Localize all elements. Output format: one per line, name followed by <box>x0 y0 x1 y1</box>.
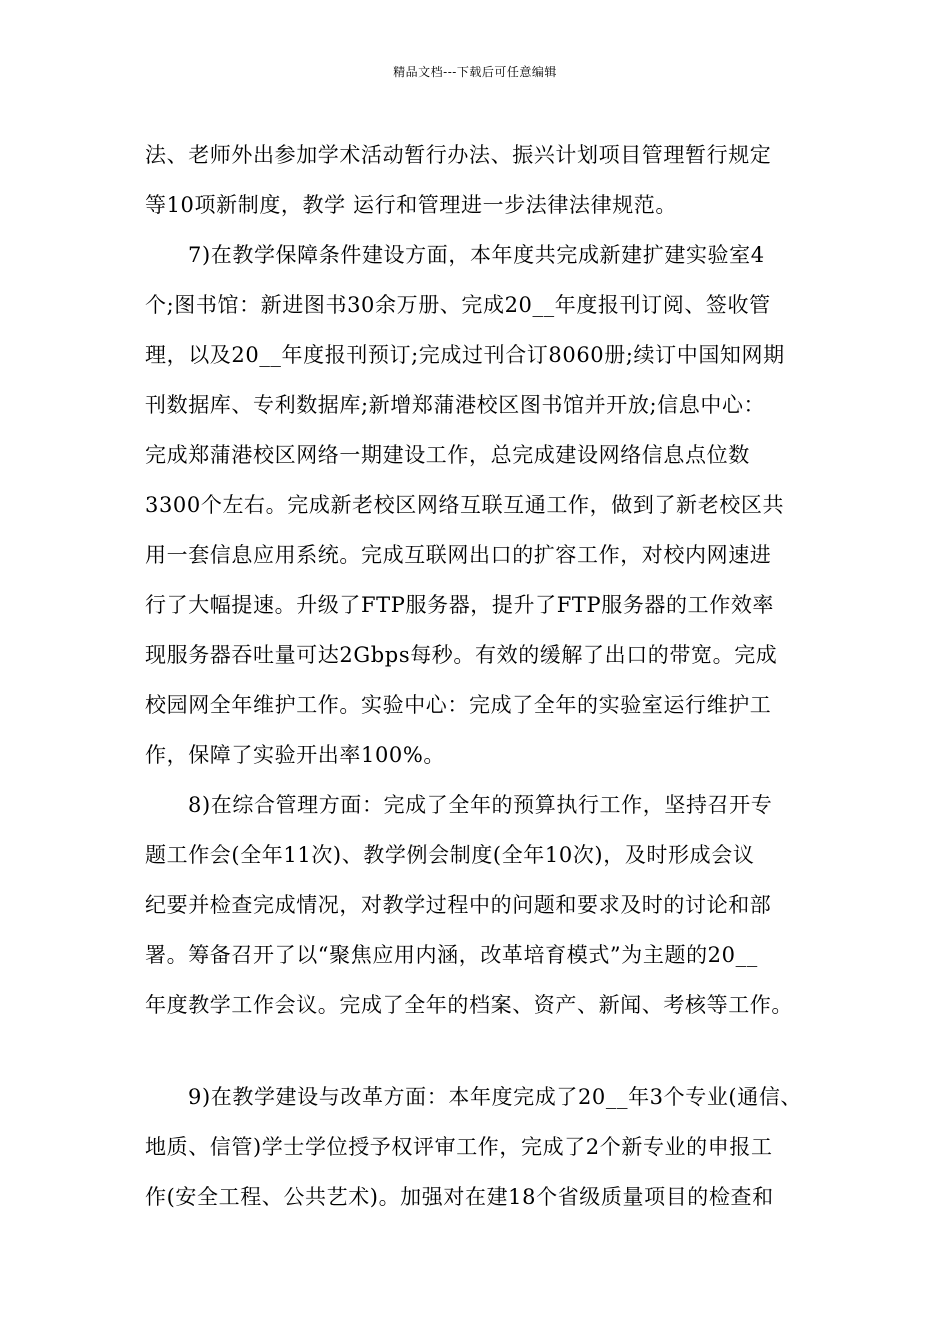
text-line: 地质、信管)学士学位授予权评审工作，完成了2个新专业的申报工 <box>145 1135 773 1159</box>
text-line: 作，保障了实验开出率100%。 <box>145 743 446 767</box>
text-line: 校园网全年维护工作。实验中心：完成了全年的实验室运行维护工 <box>145 693 772 717</box>
text-line: 理，以及20__年度报刊预订;完成过刊合订8060册;续订中国知网期 <box>145 343 785 367</box>
text-line: 3300个左右。完成新老校区网络互联互通工作，做到了新老校区共 <box>145 493 785 517</box>
text-line: 完成郑蒲港校区网络一期建设工作，总完成建设网络信息点位数 <box>145 443 750 467</box>
text-line: 用一套信息应用系统。完成互联网出口的扩容工作，对校内网速进 <box>145 543 772 567</box>
paragraph-start-line: 8)在综合管理方面：完成了全年的预算执行工作，坚持召开专 <box>188 793 773 817</box>
text-line: 题工作会(全年11次)、教学例会制度(全年10次)，及时形成会议 <box>145 843 755 867</box>
document-body <box>145 130 820 1222</box>
text-line: 年度教学工作会议。完成了全年的档案、资产、新闻、考核等工作。 <box>145 993 793 1017</box>
text-line: 行了大幅提速。升级了FTP服务器，提升了FTP服务器的工作效率 <box>145 593 775 617</box>
text-line: 纪要并检查完成情况，对教学过程中的问题和要求及时的讨论和部 <box>145 893 772 917</box>
paragraph-start-line: 9)在教学建设与改革方面：本年度完成了20__年3个专业(通信、 <box>188 1085 803 1109</box>
text-line: 刊数据库、专利数据库;新增郑蒲港校区图书馆并开放;信息中心： <box>145 393 766 417</box>
text-line: 个;图书馆：新进图书30余万册、完成20__年度报刊订阅、签收管 <box>145 293 771 317</box>
paragraph-start-line: 7)在教学保障条件建设方面，本年度共完成新建扩建实验室4 <box>188 243 765 267</box>
paragraph-gap <box>145 1030 820 1072</box>
text-line: 等10项新制度，教学 运行和管理进一步法律法律规范。 <box>145 193 677 217</box>
text-line: 法、老师外出参加学术活动暂行办法、振兴计划项目管理暂行规定 <box>145 143 772 167</box>
text-line: 署。筹备召开了以“聚焦应用内涵，改革培育模式”为主题的20__ <box>145 943 758 967</box>
page-header: 精品文档---下载后可任意编辑 <box>393 65 557 79</box>
text-line: 现服务器吞吐量可达2Gbps每秒。有效的缓解了出口的带宽。完成 <box>145 643 778 667</box>
text-line: 作(安全工程、公共艺术)。加强对在建18个省级质量项目的检查和 <box>145 1185 774 1209</box>
